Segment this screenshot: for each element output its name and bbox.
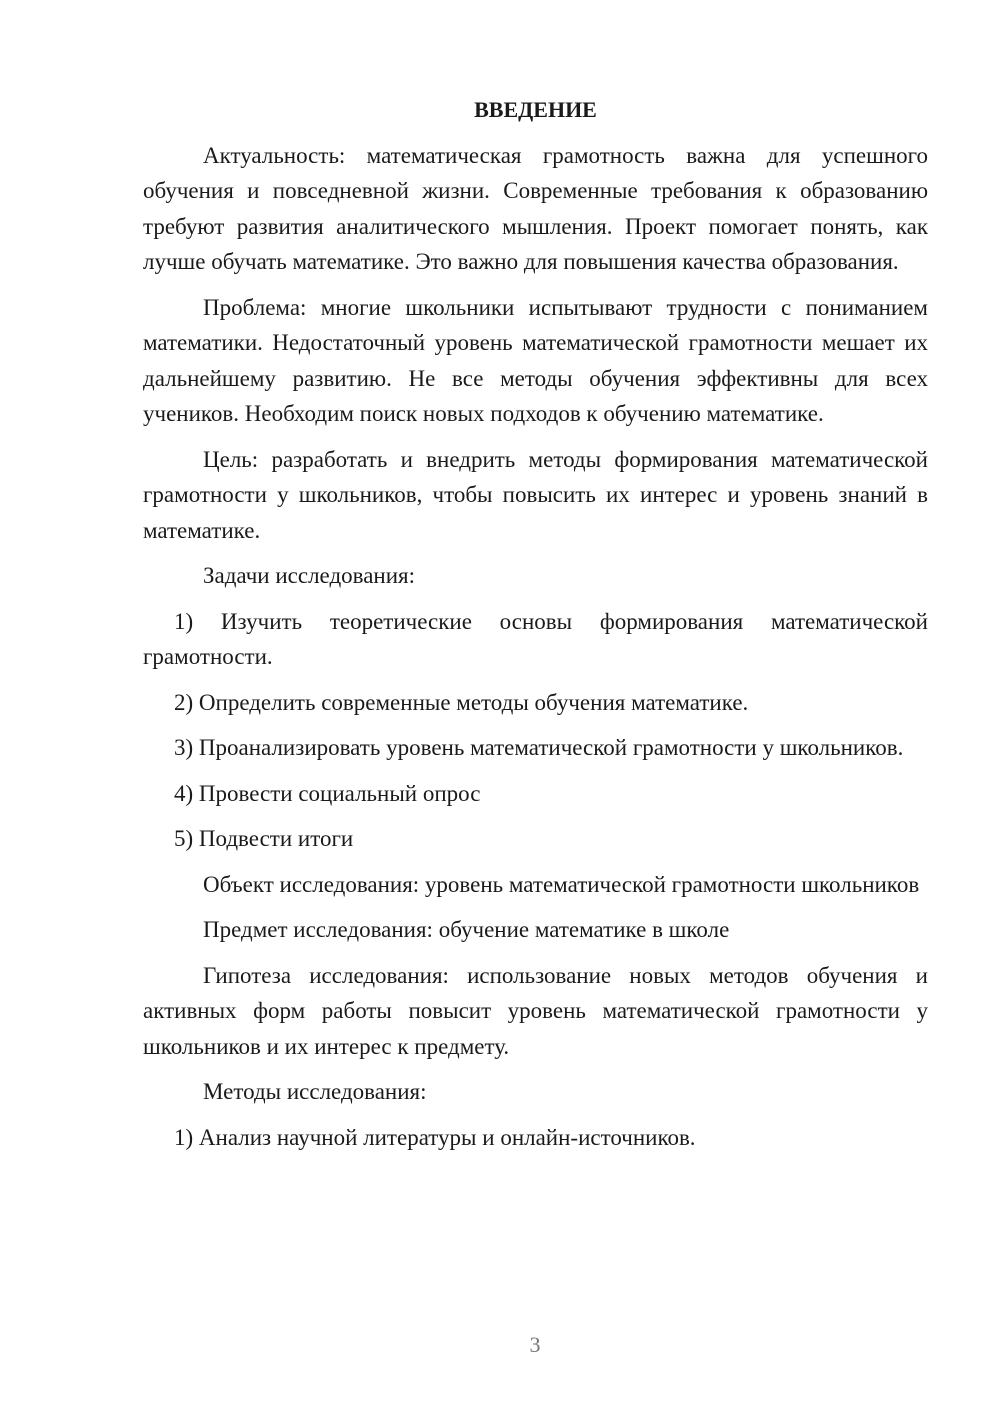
task-item: 1) Изучить теоретические основы формирования математической грамотности. xyxy=(143,608,928,669)
method-item: 1) Анализ научной литературы и онлайн-источников. xyxy=(174,1124,696,1150)
section-title: ВВЕДЕНИЕ xyxy=(474,97,597,122)
subject-paragraph: Предмет исследования: обучение математике в школе xyxy=(203,917,730,942)
hypothesis-paragraph: Гипотеза исследования: использование новых методов обучения и активных форм работы повысит уровень математической грамотности у школьников и их интерес к предмету. xyxy=(143,962,928,1059)
document-page xyxy=(143,92,928,1165)
task-item: 3) Проанализировать уровень математической грамотности у школьников. xyxy=(174,735,904,760)
problem-paragraph: Проблема: многие школьники испытывают трудности с пониманием математики. Недостаточный уровень математической грамотности мешает их дальнейшему развитию. Не все методы обучения эффективны для всех учеников. Необходим поиск новых подходов к обучению математике. xyxy=(143,294,928,426)
task-item: 4) Провести социальный опрос xyxy=(174,780,481,806)
tasks-heading: Задачи исследования: xyxy=(203,563,416,588)
methods-heading: Методы исследования: xyxy=(203,1079,427,1104)
task-item: 2) Определить современные методы обучения математике. xyxy=(174,689,749,715)
relevance-paragraph: Актуальность: математическая грамотность важна для успешного обучения и повседневной жизни. Современные требования к образованию требуют развития аналитического мышления. Проект помогает понять, как лучше обучать математике. Это важно для повышения качества образования. xyxy=(143,142,928,274)
page-number: 3 xyxy=(529,1332,541,1357)
task-item: 5) Подвести итоги xyxy=(174,826,354,851)
goal-paragraph: Цель: разработать и внедрить методы формирования математической грамотности у школьников, чтобы повысить их интерес и уровень знаний в математике. xyxy=(143,446,928,543)
object-paragraph: Объект исследования: уровень математической грамотности школьников xyxy=(203,871,920,897)
